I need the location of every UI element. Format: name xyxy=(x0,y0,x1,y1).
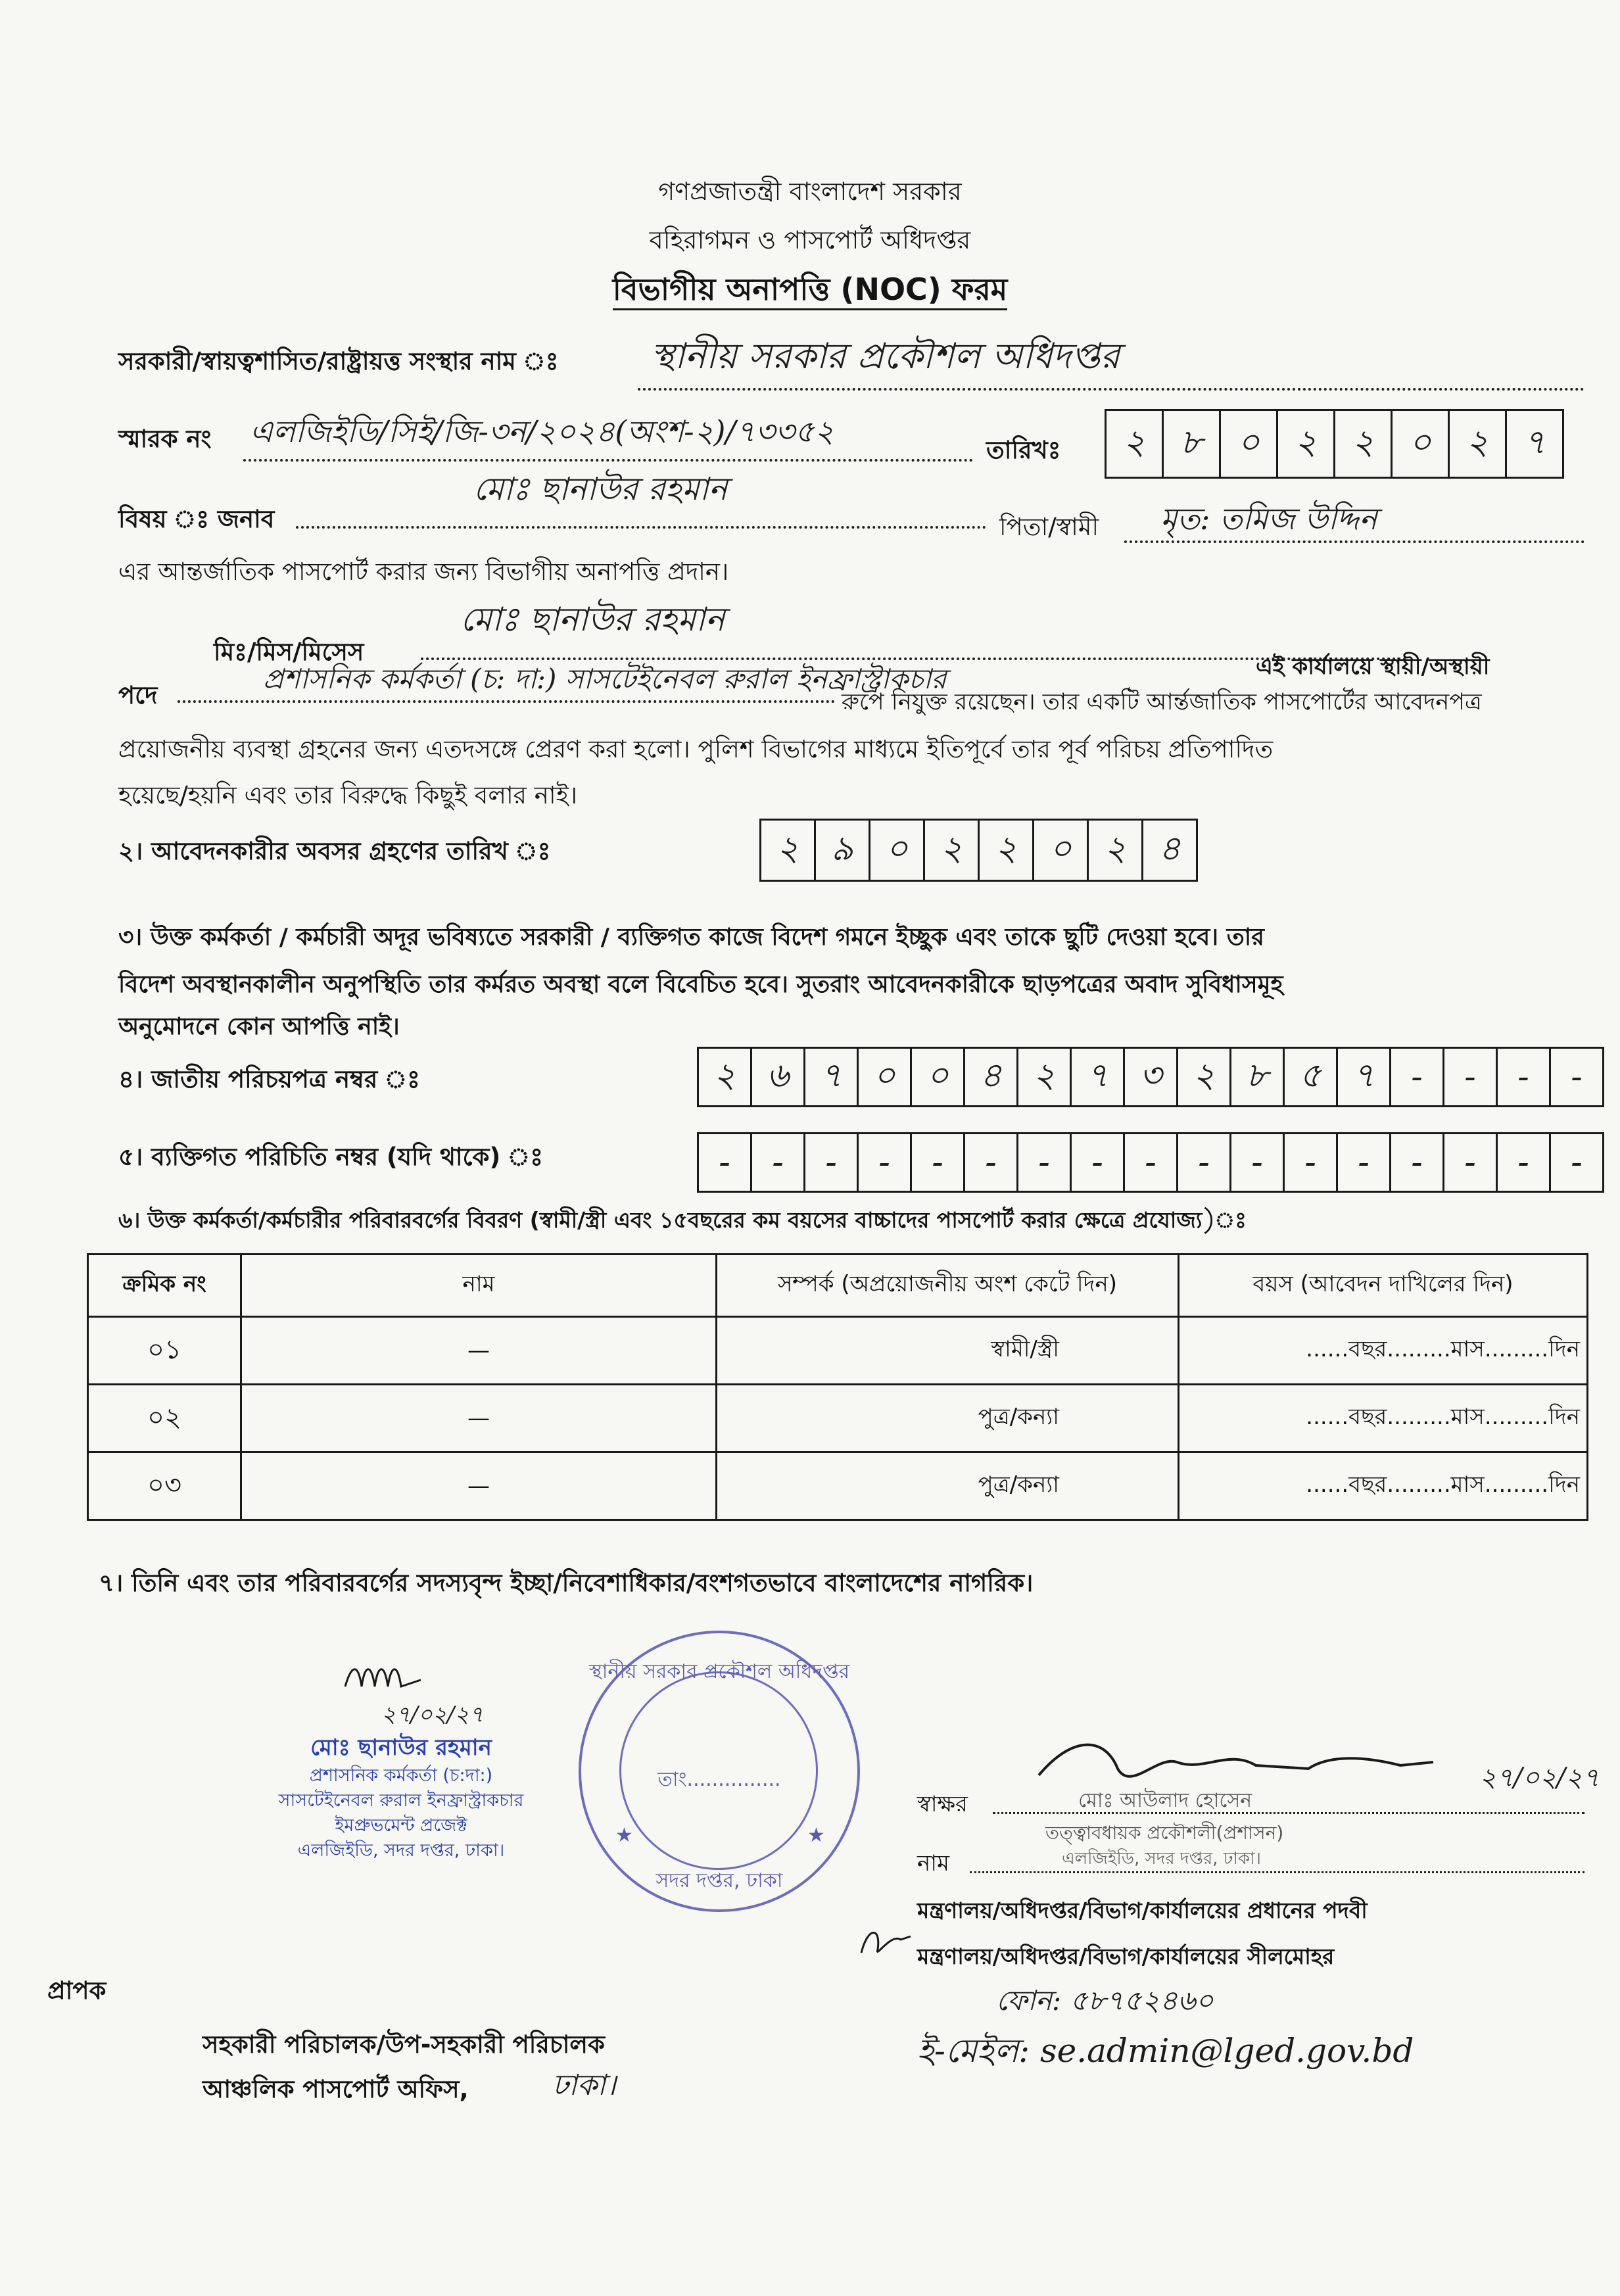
org-value: স্থানীয় সরকার প্রকৌশল অধিদপ্তর xyxy=(651,335,1120,377)
name-dotted-line xyxy=(970,1871,1584,1873)
subject-line2: এর আন্তর্জাতিক পাসপোর্ট করার জন্য বিভাগীয় অনাপত্তি প্রদান। xyxy=(118,558,729,586)
digit-box: ০ xyxy=(1221,411,1278,477)
digit-box: - xyxy=(1178,1134,1231,1191)
seal-ring-top: স্থানীয় সরকার প্রকৌশল অধিদপ্তর xyxy=(588,1660,850,1683)
digit-box: ২ xyxy=(980,821,1034,880)
memo-date-boxes xyxy=(1105,409,1564,479)
digit-box: - xyxy=(699,1134,752,1191)
digit-box: ০ xyxy=(1393,411,1450,477)
seal-star-icon: ★ xyxy=(807,1824,825,1847)
form-title xyxy=(0,267,1620,317)
subject-dotted-line xyxy=(296,526,986,529)
digit-box: ২ xyxy=(1107,411,1164,477)
memo-label: স্মারক নং xyxy=(118,425,212,453)
digit-box: ৭ xyxy=(805,1049,859,1105)
digit-box: - xyxy=(1072,1134,1125,1191)
digit-box: ০ xyxy=(859,1049,912,1105)
sign-label: স্বাক্ষর xyxy=(917,1791,968,1817)
para1-line2: রুপে নিযুক্ত রয়েছেন। তার একটি আর্ন্তজাতিক পাসপোর্টের আবেদনপত্র xyxy=(842,689,1482,715)
digit-box: ৩ xyxy=(1125,1049,1178,1105)
para1-line4: হয়েছে/হয়নি এবং তার বিরুদ্ধে কিছুই বলার নাই। xyxy=(118,781,578,809)
seal-star-icon: ★ xyxy=(615,1824,633,1847)
row-serial: ০১ xyxy=(88,1317,241,1385)
digit-box: ৫ xyxy=(1285,1049,1338,1105)
digit-box: ৪ xyxy=(1158,828,1181,869)
father-label: পিতা/স্বামী xyxy=(999,513,1099,541)
row-age: ......বছর.........মাস.........দিন xyxy=(1179,1317,1588,1385)
digit-box: ২ xyxy=(925,821,980,880)
row-relation: পুত্র/কন্যা xyxy=(717,1452,1179,1520)
digit-box: ২ xyxy=(1278,411,1335,477)
para1-office-type: এই কার্যালয়ে স্থায়ী/অস্থায়ী xyxy=(1256,654,1490,680)
item5-label: ৫। ব্যক্তিগত পরিচিতি নম্বর (যদি থাকে) ঃ xyxy=(118,1143,543,1171)
item3-line3: অনুমোদনে কোন আপত্তি নাই। xyxy=(118,1013,400,1040)
digit-box: ৮ xyxy=(1231,1049,1285,1105)
digit-box: ৭ xyxy=(1523,422,1546,462)
recipient-line1: সহকারী পরিচালক/উপ-সহকারী পরিচালক xyxy=(202,2030,605,2059)
left-stamp-project2: ইমপ্রুভমেন্ট প্রজেক্ট xyxy=(335,1815,467,1836)
seal-label: মন্ত্রণালয়/অধিদপ্তর/বিভাগ/কার্যালয়ের সীলমোহর xyxy=(917,1944,1335,1969)
digit-box: ২ xyxy=(1178,1049,1231,1105)
row-relation: স্বামী/স্ত্রী xyxy=(717,1317,1179,1385)
digit-box: - xyxy=(1444,1134,1498,1191)
left-stamp-project1: সাসটেইনেবল রুরাল ইনফ্রাস্ট্রাকচার xyxy=(278,1790,524,1811)
header-name: নাম xyxy=(241,1255,717,1317)
digit-box: - xyxy=(1444,1049,1498,1105)
digit-box: - xyxy=(1231,1134,1285,1191)
designation-label: মন্ত্রণালয়/অধিদপ্তর/বিভাগ/কার্যালয়ের প্রধানের পদবী xyxy=(917,1898,1368,1923)
left-stamp-title: প্রশাসনিক কর্মকর্তা (চ:দা:) xyxy=(309,1765,493,1786)
digit-box: ০ xyxy=(1034,821,1089,880)
para1-name: মোঃ ছানাউর রহমান xyxy=(460,600,725,638)
digit-box: - xyxy=(805,1134,859,1191)
nid-number-boxes xyxy=(697,1047,1604,1107)
left-stamp-date: ২৭/০২/২৭ xyxy=(381,1702,484,1728)
father-dotted-line xyxy=(1124,540,1584,543)
digit-box: - xyxy=(1285,1134,1338,1191)
memo-value: এলজিইডি/সিই/জি-৩ন/২০২৪(অংশ-২)/৭৩৩৫২ xyxy=(250,414,834,449)
digit-box: ৯ xyxy=(816,821,870,880)
recipient-line2: আঞ্চলিক পাসপোর্ট অফিস, xyxy=(202,2075,469,2103)
seal-ring-bottom: সদর দপ্তর, ঢাকা xyxy=(655,1869,783,1892)
item3-line1: ৩। উক্ত কর্মকর্তা / কর্মচারী অদূর ভবিষ্যতে সরকারী / ব্যক্তিগত কাজে বিদেশ গমনে ইচ্ছুক এবং তাকে ছুটি দেওয়া হবে। তার xyxy=(118,924,1264,951)
para1-line3: প্রয়োজনীয় ব্যবস্থা গ্রহনের জন্য এতদসঙ্গে প্রেরণ করা হলো। পুলিশ বিভাগের মাধ্যমে ইতিপূর্বে তার পূর্ব পরিচয় প্রতিপাদিত xyxy=(118,735,1274,763)
table-row xyxy=(88,1317,1588,1385)
name-label: নাম xyxy=(917,1850,950,1877)
item4-label: ৪। জাতীয় পরিচয়পত্র নম্বর ঃ xyxy=(118,1065,420,1093)
digit-box: ৬ xyxy=(752,1049,805,1105)
left-signature-icon xyxy=(342,1660,427,1693)
recipient-city: ঢাকা। xyxy=(552,2069,616,2102)
memo-dotted-line xyxy=(243,459,973,462)
recipient-label: প্রাপক xyxy=(47,1976,107,2005)
right-stamp-office: এলজিইডি, সদর দপ্তর, ঢাকা। xyxy=(1062,1849,1262,1869)
personal-id-boxes xyxy=(697,1132,1604,1193)
form-title-text: বিভাগীয় অনাপত্তি (NOC) ফরম xyxy=(613,272,1008,310)
digit-box: - xyxy=(1571,1143,1583,1182)
phone: ফোন: ৫৮৭৫২৪৬০ xyxy=(996,1984,1214,2017)
left-stamp-office: এলজিইডি, সদর দপ্তর, ঢাকা। xyxy=(297,1840,505,1861)
row-serial: ০২ xyxy=(88,1385,241,1452)
digit-box: ২ xyxy=(1335,411,1393,477)
digit-box: ৭ xyxy=(1072,1049,1125,1105)
para1-post-label: পদে xyxy=(118,681,158,709)
row-age: ......বছর.........মাস.........দিন xyxy=(1179,1385,1588,1452)
digit-box: ২ xyxy=(1018,1049,1072,1105)
header-relation: সম্পর্ক (অপ্রয়োজনীয় অংশ কেটে দিন) xyxy=(717,1255,1179,1317)
org-label: সরকারী/স্বায়ত্বশাসিত/রাষ্ট্রায়ত্ত সংস্থার নাম ঃ xyxy=(118,347,559,375)
row-age: ......বছর.........মাস.........দিন xyxy=(1179,1452,1588,1520)
digit-box: ২ xyxy=(1089,821,1143,880)
row-serial: ০৩ xyxy=(88,1452,241,1520)
row-name: — xyxy=(241,1452,717,1520)
para1-post-dotted-line xyxy=(178,700,835,703)
digit-box: - xyxy=(1338,1134,1391,1191)
left-stamp-name: মোঃ ছানাউর রহমান xyxy=(310,1734,492,1761)
digit-box: ৪ xyxy=(965,1049,1018,1105)
right-stamp-title: তত্ত্বাবধায়ক প্রকৌশলী(প্রশাসন) xyxy=(1045,1822,1284,1844)
row-name: — xyxy=(241,1317,717,1385)
digit-box: - xyxy=(965,1134,1018,1191)
item2-label: ২। আবেদনকারীর অবসর গ্রহণের তারিখ ঃ xyxy=(118,837,551,865)
subject-label: বিষয় ঃ জনাব xyxy=(118,505,275,533)
digit-box: - xyxy=(752,1134,805,1191)
digit-box: - xyxy=(1391,1049,1444,1105)
org-dotted-line xyxy=(638,388,1584,391)
digit-box: ২ xyxy=(699,1049,752,1105)
digit-box: ২ xyxy=(761,821,816,880)
row-relation: পুত্র/কন্যা xyxy=(717,1385,1179,1452)
table-row xyxy=(88,1385,1588,1452)
item6-label: ৬। উক্ত কর্মকর্তা/কর্মচারীর পরিবারবর্গের বিবরণ (স্বামী/স্ত্রী এবং ১৫বছরের কম বয়সের বাচ্চাদের পাসপোর্ট করার ক্ষেত্রে প্রযোজ্য)ঃ xyxy=(118,1207,1247,1233)
item3-line2: বিদেশ অবস্থানকালীন অনুপস্থিতি তার কর্মরত অবস্থা বলে বিবেচিত হবে। সুতরাং আবেদনকারীকে ছাড়পত্রের অবাদ সুবিধাসমূহ xyxy=(118,971,1283,998)
item7-text: ৭। তিনি এবং তার পরিবারবর্গের সদস্যবৃন্দ ইচ্ছা/নিবেশাধিকার/বংশগতভাবে বাংলাদেশের নাগরিক। xyxy=(99,1569,1034,1597)
table-row xyxy=(88,1452,1588,1520)
digit-box: ৭ xyxy=(1338,1049,1391,1105)
header-department: বহিরাগমন ও পাসপোর্ট অধিদপ্তর xyxy=(649,226,971,254)
family-table xyxy=(87,1253,1588,1521)
digit-box: - xyxy=(1498,1049,1551,1105)
email: ই-মেইল: se.admin@lged.gov.bd xyxy=(917,2032,1414,2070)
digit-box: - xyxy=(1018,1134,1072,1191)
digit-box: ২ xyxy=(1450,411,1507,477)
header-age: বয়স (আবেদন দাখিলের দিন) xyxy=(1179,1255,1588,1317)
family-table-header xyxy=(88,1255,1588,1317)
header-government: গণপ্রজাতন্ত্রী বাংলাদেশ সরকার xyxy=(658,177,962,206)
seal-center: তাং............... xyxy=(657,1768,781,1791)
digit-box: - xyxy=(1125,1134,1178,1191)
para1-salutation: মিঃ/মিস/মিসেস xyxy=(214,638,364,666)
digit-box: - xyxy=(1498,1134,1551,1191)
digit-box: - xyxy=(859,1134,912,1191)
digit-box: - xyxy=(1391,1134,1444,1191)
memo-date-label: তারিখঃ xyxy=(986,436,1061,464)
right-sign-date: ২৭/০২/২৭ xyxy=(1479,1763,1600,1793)
retirement-date-boxes xyxy=(759,819,1198,882)
digit-box: ৮ xyxy=(1164,411,1221,477)
office-seal xyxy=(579,1631,860,1912)
row-name: — xyxy=(241,1385,717,1452)
digit-box: - xyxy=(1571,1057,1583,1097)
digit-box: ০ xyxy=(870,821,925,880)
initials-icon xyxy=(855,1920,914,1966)
father-value: মৃত: তমিজ উদ্দিন xyxy=(1160,501,1377,537)
digit-box: ০ xyxy=(912,1049,965,1105)
right-stamp-name: মোঃ আউলাদ হোসেন xyxy=(1078,1789,1252,1812)
para1-post: প্রশাসনিক কর্মকর্তা (চ: দা:) সাসটেইনেবল রুরাল ইনফ্রাস্ট্রাকচার xyxy=(263,663,947,695)
digit-box: - xyxy=(912,1134,965,1191)
header-serial: ক্রমিক নং xyxy=(88,1255,241,1317)
subject-name-above: মোঃ ছানাউর রহমান xyxy=(473,471,728,508)
